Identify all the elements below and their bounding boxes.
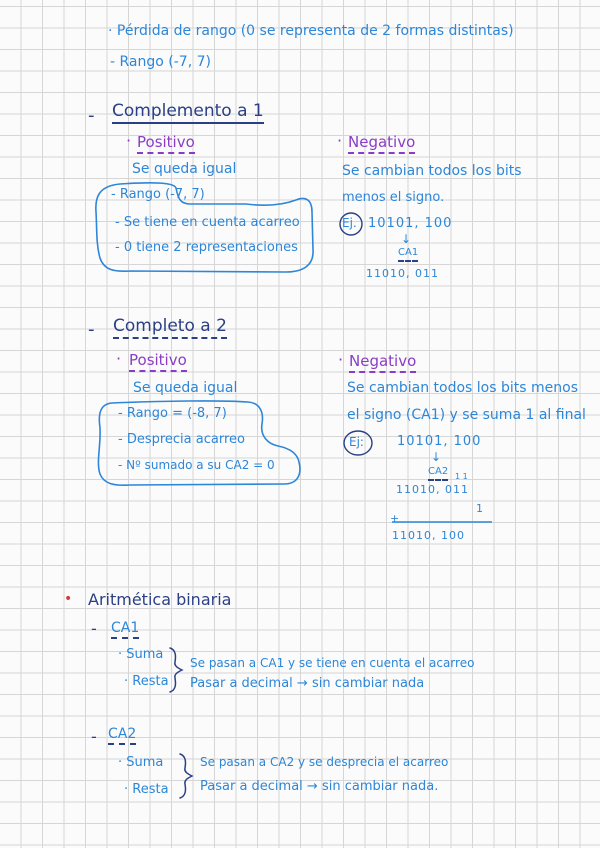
ca1-negative-desc-1: Se cambian todos los bits [342, 163, 522, 179]
arith-ca2-brace [180, 754, 192, 798]
ca2-dash: - [88, 319, 95, 340]
ca1-positive-bullet: · [126, 131, 132, 150]
ca2-example-value: 10101, 100 [397, 434, 482, 449]
ca2-example-label: Ej: [349, 435, 364, 449]
ca2-heading: Completo a 2 [113, 318, 227, 339]
ca2-result: 11010, 100 [392, 529, 465, 542]
ca2-negative-bullet: · [338, 350, 344, 369]
arith-ca2-op-sub: · Resta [124, 782, 169, 797]
ca2-plus: + [390, 512, 400, 525]
ca1-box-line-3: - 0 tiene 2 representaciones [115, 240, 298, 255]
ca2-negative-label: Negativo [349, 354, 416, 373]
ca2-box-line-1: - Rango = (-8, 7) [118, 406, 227, 421]
ca1-negative-label: Negativo [348, 135, 415, 154]
ca2-box-line-2: - Desprecia acarreo [118, 432, 245, 447]
arith-ca1-dash: - [91, 619, 97, 638]
arith-ca1-rule-2: Pasar a decimal → sin cambiar nada [190, 676, 425, 691]
arith-heading: Aritmética binaria [88, 590, 232, 609]
ca2-carry: 1 1 [455, 472, 468, 481]
ca2-operation: CA2 [428, 467, 448, 481]
ca2-intermediate: 11010, 011 [396, 483, 469, 496]
ca1-negative-desc-2: menos el signo. [342, 190, 445, 205]
ca2-negative-desc-1: Se cambian todos los bits menos [347, 380, 578, 396]
ca1-box-line-2: - Se tiene en cuenta acarreo [115, 215, 300, 230]
ca1-positive-desc: Se queda igual [132, 161, 237, 177]
ca1-negative-bullet: · [337, 131, 343, 150]
ca2-positive-bullet: · [116, 349, 122, 368]
arith-ca2-rule-1: Se pasan a CA2 y se desprecia el acarreo [200, 755, 449, 769]
ca1-example-value: 10101, 100 [368, 216, 453, 231]
arith-ca2-dash: - [91, 727, 97, 746]
ca1-box-line-1: - Rango (-7, 7) [111, 187, 205, 202]
ca1-example-label: Ej. [342, 216, 357, 230]
arith-ca1-label: CA1 [111, 621, 139, 639]
arith-ca2-rule-2: Pasar a decimal → sin cambiar nada. [200, 779, 439, 794]
arith-bullet: • [64, 591, 73, 607]
range-loss-note: · Pérdida de rango (0 se representa de 2 formas distintas) [108, 23, 514, 39]
ca2-addend: 1 [476, 502, 483, 515]
ca2-positive-label: Positivo [129, 353, 187, 372]
arith-ca2-op-sum: · Suma [118, 755, 164, 770]
ca2-arrow: ↓ [431, 450, 442, 464]
range-note: - Rango (-7, 7) [110, 54, 211, 70]
arith-ca1-brace [170, 648, 182, 692]
ca1-heading: Complemento a 1 [112, 103, 264, 124]
ca1-result: 11010, 011 [366, 267, 439, 280]
ca1-positive-label: Positivo [137, 135, 195, 154]
ca2-positive-desc: Se queda igual [133, 380, 238, 396]
arith-ca1-op-sub: · Resta [124, 674, 169, 689]
ca1-operation: CA1 [398, 248, 418, 262]
ca2-box-line-3: - Nº sumado a su CA2 = 0 [118, 458, 275, 472]
arith-ca1-rule-1: Se pasan a CA1 y se tiene en cuenta el acarreo [190, 656, 475, 670]
ca1-dash: - [88, 105, 95, 126]
ca2-negative-desc-2: el signo (CA1) y se suma 1 al final [347, 407, 586, 423]
arith-ca1-op-sum: · Suma [118, 647, 164, 662]
ca1-arrow: ↓ [401, 232, 412, 246]
arith-ca2-label: CA2 [108, 727, 136, 745]
